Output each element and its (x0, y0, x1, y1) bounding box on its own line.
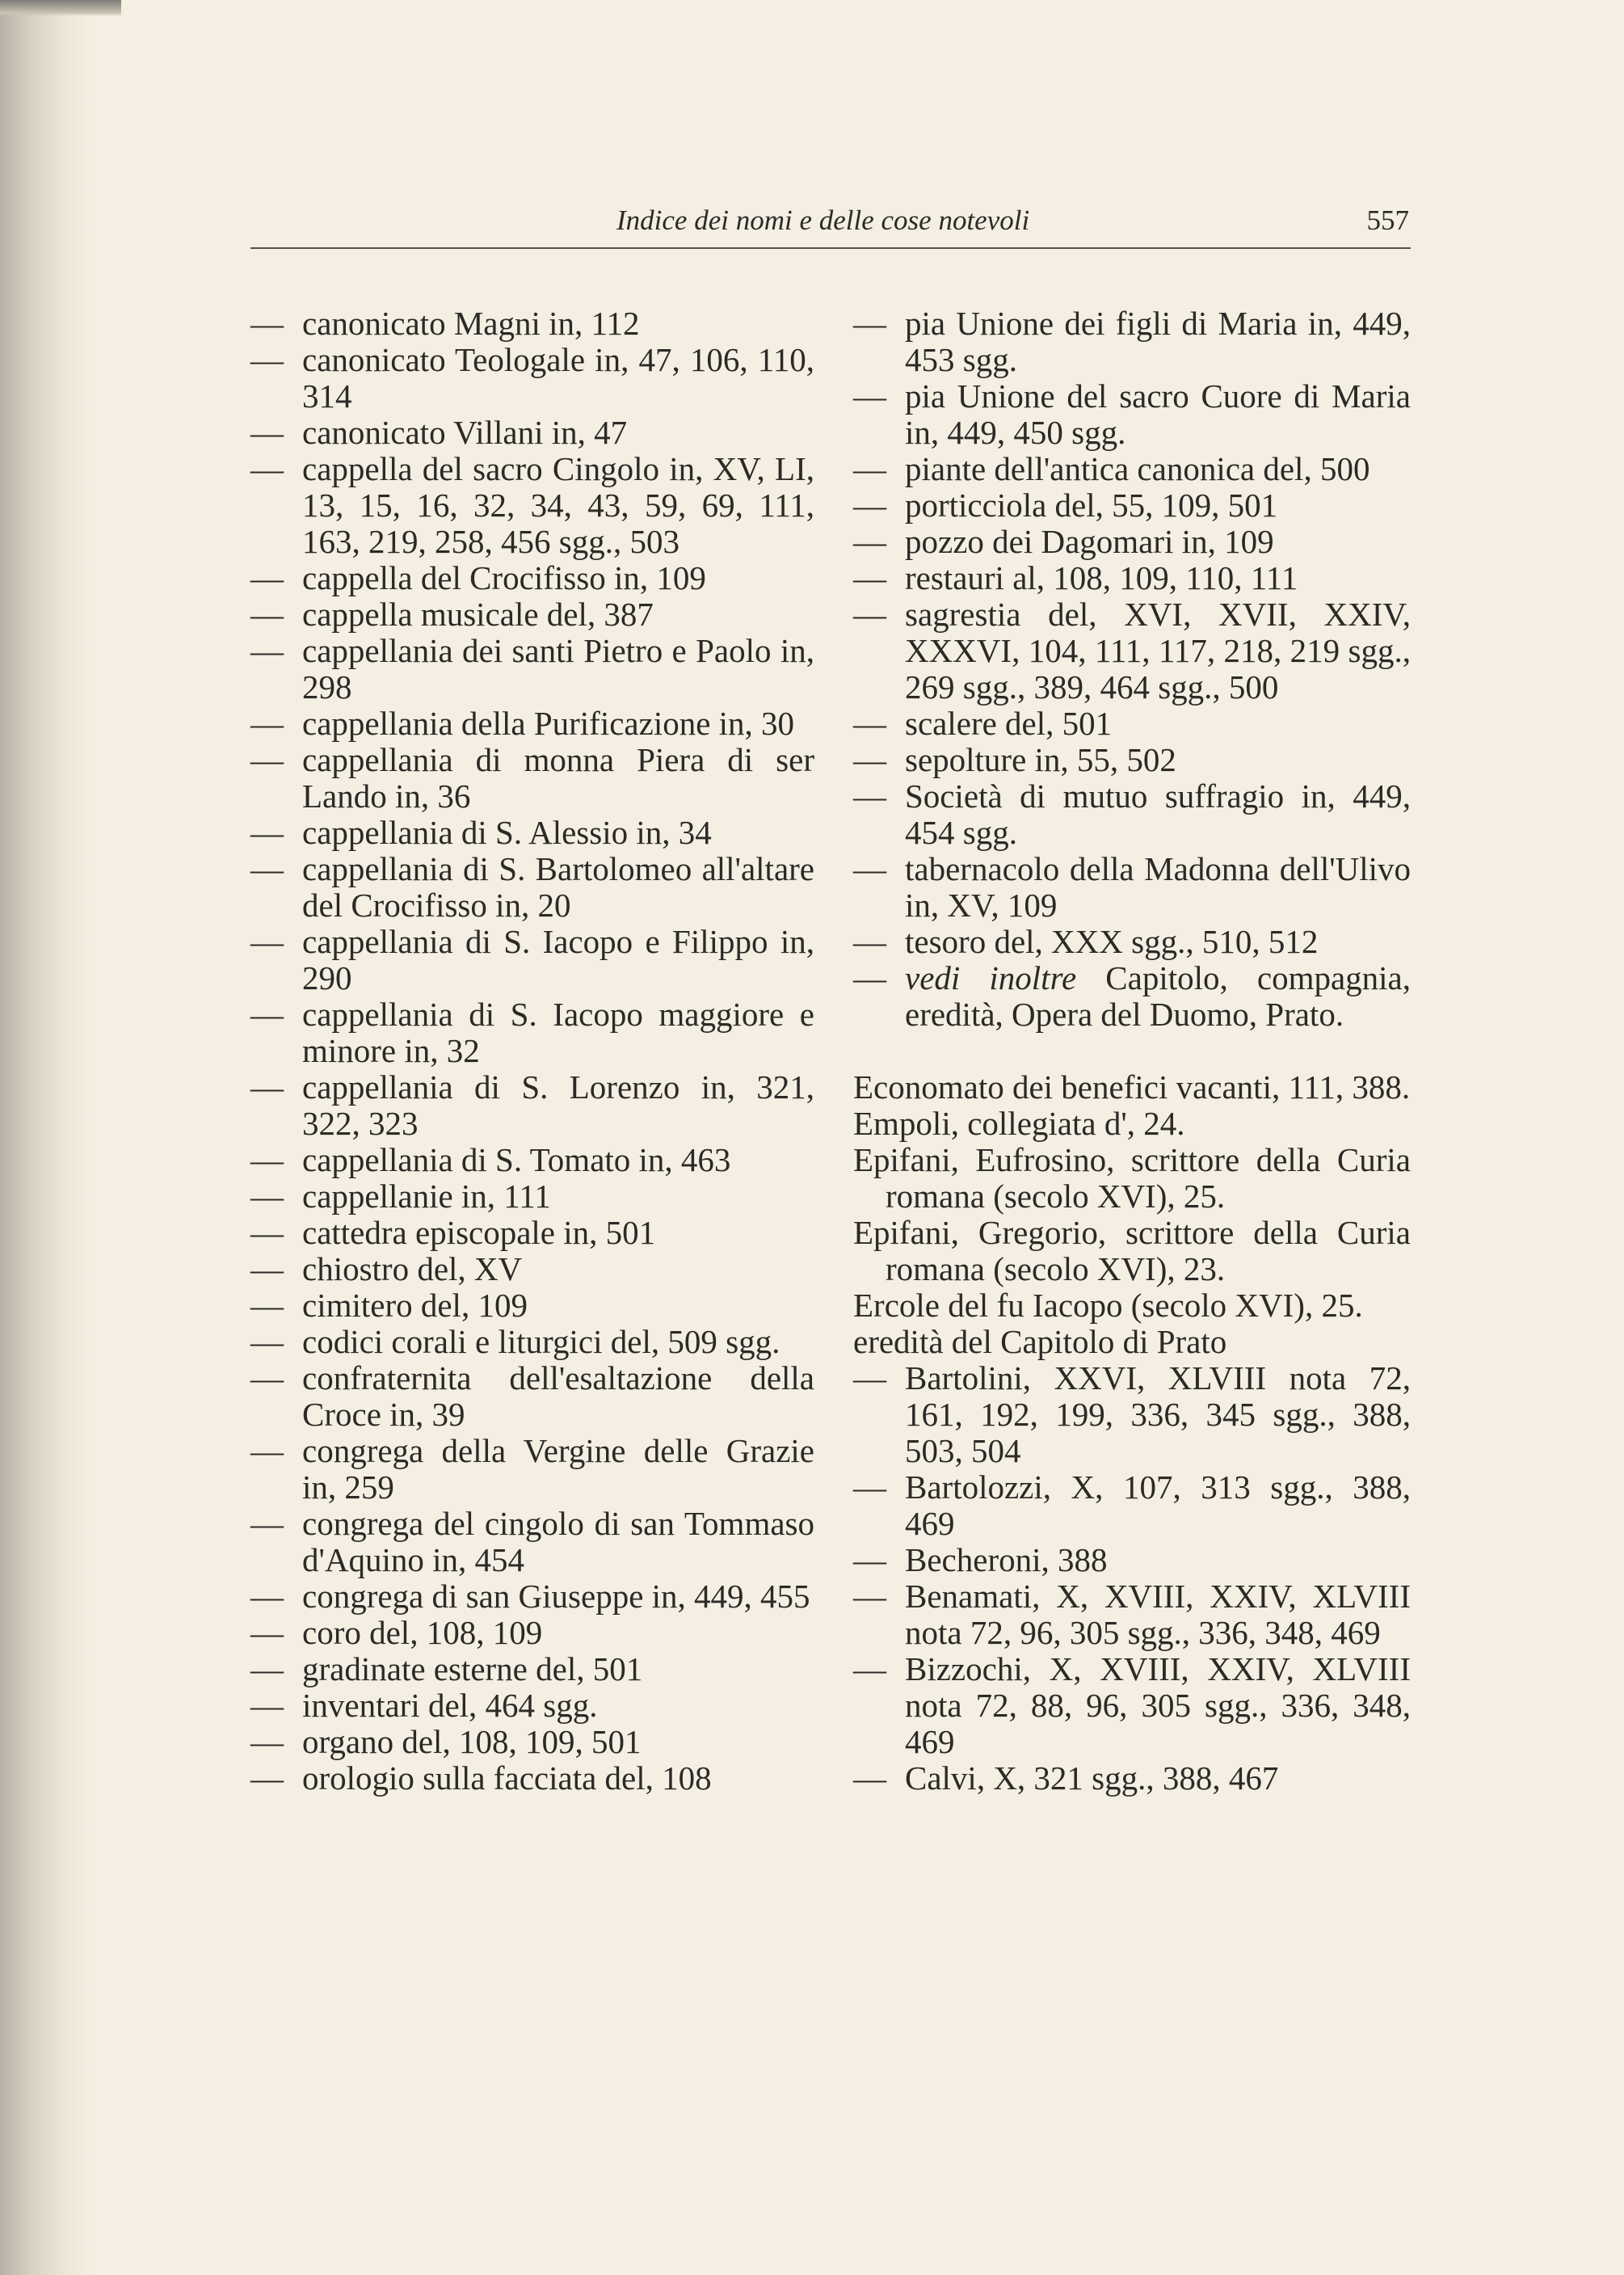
book-binding-shadow (0, 0, 90, 2275)
left-column (250, 305, 814, 1797)
index-subentry: — tesoro del, XXX sgg., 510, 512 (853, 923, 1319, 960)
index-subentry: — canonicato Villani in, 47 (250, 414, 628, 451)
index-subentry: — orologio sulla facciata del, 108 (250, 1759, 712, 1797)
index-subentry: — cappella musicale del, 387 (250, 596, 654, 633)
index-subentry: — cappellania di S. Lorenzo in, 321, 322, 323 (250, 1068, 814, 1142)
index-subentry: — cimitero del, 109 (250, 1287, 528, 1324)
index-entry: Epifani, Gregorio, scrittore della Curia romana (secolo XVI), 23. (853, 1214, 1411, 1287)
index-subentry: — cappellania dei santi Pietro e Paolo in, 298 (250, 632, 814, 706)
index-subentry: — pia Unione dei figli di Maria in, 449, 453 sgg. (853, 305, 1411, 378)
vedi-inoltre-entry: — vedi inoltre Capitolo, compagnia, eredità, Opera del Duomo, Prato. (853, 959, 1412, 1033)
right-column (853, 305, 1411, 1797)
index-subentry: — chiostro del, XV (250, 1250, 523, 1287)
index-subentry: — confraternita dell'esaltazione della Croce in, 39 (250, 1359, 814, 1433)
index-entry: Epifani, Eufrosino, scrittore della Curia romana (secolo XVI), 25. (853, 1141, 1411, 1215)
index-subentry: — cappellania di monna Piera di ser Lando in, 36 (250, 741, 814, 815)
index-subentry: — Calvi, X, 321 sgg., 388, 467 (853, 1759, 1279, 1797)
index-subentry: — cappellania di S. Iacopo maggiore e minore in, 32 (250, 996, 814, 1069)
header-rule (250, 247, 1411, 249)
running-title: Indice dei nomi e delle cose notevoli (616, 204, 1030, 236)
index-subentry: — congrega della Vergine delle Grazie in, 259 (250, 1432, 814, 1506)
index-subentry: — canonicato Teologale in, 47, 106, 110, 314 (250, 341, 814, 415)
index-subentry: — pia Unione del sacro Cuore di Maria in, 449, 450 sgg. (853, 377, 1411, 451)
index-subentry: — piante dell'antica canonica del, 500 (853, 450, 1370, 487)
index-subentry: — restauri al, 108, 109, 110, 111 (853, 559, 1298, 596)
index-subentry: — cappellania di S. Tomato in, 463 (250, 1141, 731, 1178)
index-subentry: — Benamati, X, XVIII, XXIV, XLVIII nota 72, 96, 305 sgg., 336, 348, 469 (853, 1578, 1411, 1651)
index-subentry: — Bartolozzi, X, 107, 313 sgg., 388, 469 (853, 1468, 1411, 1542)
index-subentry: — cappella del sacro Cingolo in, XV, LI, 13, 15, 16, 32, 34, 43, 59, 69, 111, 163, 219, 258, 456 sgg., 503 (250, 450, 814, 560)
index-entry: eredità del Capitolo di Prato (853, 1323, 1227, 1360)
index-subentry: — congrega del cingolo di san Tommaso d'Aquino in, 454 (250, 1505, 814, 1578)
index-subentry: — pozzo dei Dagomari in, 109 (853, 523, 1274, 560)
page-corner-shadow (0, 0, 121, 16)
index-subentry: — cappellania della Purificazione in, 30 (250, 705, 795, 742)
index-entry: Ercole del fu Iacopo (secolo XVI), 25. (853, 1287, 1363, 1324)
index-entry: Empoli, collegiata d', 24. (853, 1105, 1185, 1142)
index-subentry: — Bizzochi, X, XVIII, XXIV, XLVIII nota 72, 88, 96, 305 sgg., 336, 348, 469 (853, 1650, 1411, 1760)
page-number: 557 (1366, 204, 1409, 236)
index-subentry: — cappella del Crocifisso in, 109 (250, 559, 706, 596)
index-subentry: — cappellania di S. Iacopo e Filippo in, 290 (250, 923, 814, 996)
index-subentry: — gradinate esterne del, 501 (250, 1650, 643, 1687)
index-subentry: — organo del, 108, 109, 501 (250, 1723, 642, 1760)
section-gap (853, 1033, 1411, 1069)
index-subentry: — coro del, 108, 109 (250, 1614, 543, 1651)
index-subentry: — inventari del, 464 sgg. (250, 1687, 598, 1724)
index-subentry: — cappellania di S. Alessio in, 34 (250, 814, 712, 851)
index-subentry: — sagrestia del, XVI, XVII, XXIV, XXXVI, 104, 111, 117, 218, 219 sgg., 269 sgg., 389, 464 sgg., 500 (853, 596, 1411, 706)
index-subentry: — canonicato Magni in, 112 (250, 305, 640, 342)
index-subentry: — Bartolini, XXVI, XLVIII nota 72, 161, 192, 199, 336, 345 sgg., 388, 503, 504 (853, 1359, 1411, 1469)
index-entry: Economato dei benefici vacanti, 111, 388. (853, 1068, 1411, 1106)
index-subentry: — sepolture in, 55, 502 (853, 741, 1176, 778)
index-subentry: — congrega di san Giuseppe in, 449, 455 (250, 1578, 810, 1615)
index-subentry: — cappellanie in, 111 (250, 1178, 551, 1215)
vedi-inoltre-label: vedi inoltre (905, 959, 1077, 996)
index-subentry: — Società di mutuo suffragio in, 449, 454 sgg. (853, 777, 1411, 851)
index-subentry: — codici corali e liturgici del, 509 sgg. (250, 1323, 780, 1360)
index-subentry: — cattedra episcopale in, 501 (250, 1214, 656, 1251)
index-subentry: — cappellania di S. Bartolomeo all'altare del Crocifisso in, 20 (250, 850, 814, 924)
index-subentry: — scalere del, 501 (853, 705, 1113, 742)
index-subentry: — Becheroni, 388 (853, 1541, 1108, 1578)
index-subentry: — tabernacolo della Madonna dell'Ulivo in, XV, 109 (853, 850, 1411, 924)
running-header (250, 204, 1411, 245)
index-subentry: — porticciola del, 55, 109, 501 (853, 487, 1278, 524)
